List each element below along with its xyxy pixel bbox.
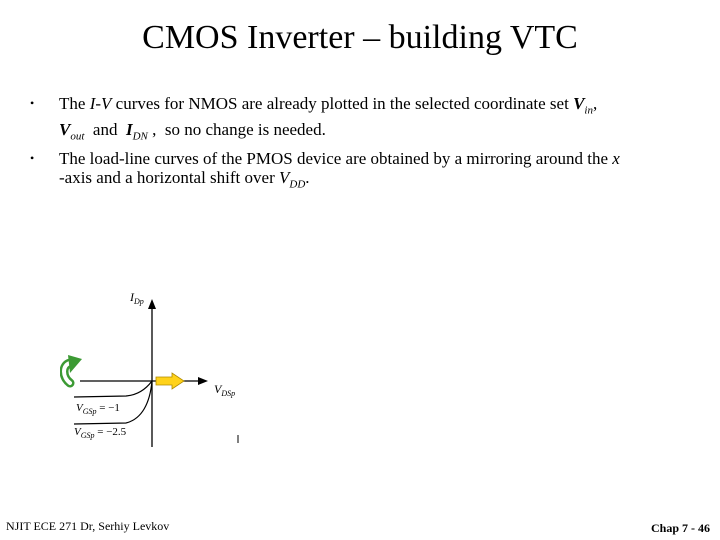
x-axis-label: $V_{DSp}$ [214, 382, 236, 398]
curve1-label: $V_{GSp} = -1$ [76, 402, 120, 416]
bullet2-vdd-symbol: V [279, 167, 290, 187]
bullet1-vin-sub: in [584, 104, 593, 117]
bullet2-text-mid: -axis and a horizontal shift over [59, 167, 279, 187]
bullet1-vout-sub: out [70, 130, 85, 143]
bullet-item-nmos [30, 94, 670, 147]
bullet-list [30, 94, 670, 196]
bullet1-and: and [84, 120, 126, 140]
y-axis-label: $I_{Dp}$ [130, 290, 144, 306]
curve2-label: $V_{GSp} = -2.5$ [74, 426, 127, 440]
mirror-arrowhead-icon [68, 355, 82, 373]
y-axis-arrowhead [148, 299, 156, 309]
shift-arrow-icon [156, 373, 184, 389]
bullet1-tail: , so no change is needed. [147, 120, 326, 140]
bullet1-text-mid: curves for NMOS are already plotted in the selected coordinate set [111, 94, 574, 113]
bullet1-vout-symbol: V [59, 120, 71, 140]
bullet-dot: • [30, 150, 35, 165]
pmos-iv-diagram [60, 285, 260, 450]
bullet1-comma: , [592, 94, 598, 113]
bullet1-text-start: The [59, 94, 90, 113]
bullet1-iv: I-V [89, 94, 112, 113]
curve-vgs-1 [74, 381, 152, 397]
bullet2-vdd-sub: DD [289, 178, 306, 191]
bullet1-idn-symbol: I [125, 120, 133, 140]
bullet-item-pmos [30, 149, 670, 194]
bullet2-end: . [305, 167, 310, 187]
footer-author: NJIT ECE 271 Dr, Serhiy Levkov [6, 519, 170, 533]
bullet1-vin-symbol: V [573, 94, 585, 113]
slide-title: CMOS Inverter – building VTC [142, 19, 578, 56]
footer-page-number: Chap 7 - 46 [650, 521, 710, 535]
bullet1-idn-sub: DN [132, 130, 148, 143]
bullet2-text-start: The load-line curves of the PMOS device are obtained by a mirroring around the [59, 148, 613, 168]
bullet-dot: • [30, 96, 35, 110]
x-axis-arrowhead [198, 377, 208, 385]
bullet2-x: x [612, 148, 620, 168]
